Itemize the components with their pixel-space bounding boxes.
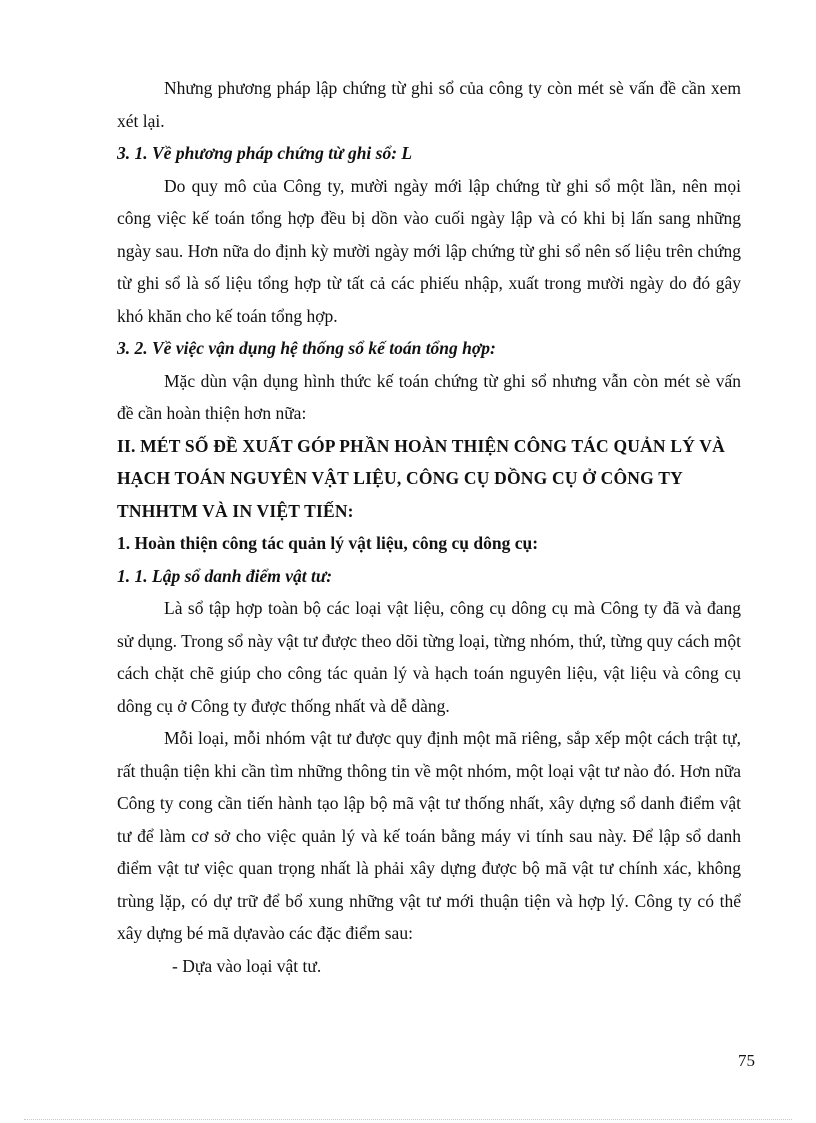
paragraph-1-1-b: Mỗi loại, mỗi nhóm vật tư được quy định một mã riêng, sắp xếp một cách trật tự, rất thuận tiện khi cần tìm những thông tin về một nhóm, một loại vật tư nào đó. Hơn nữa Công ty cong cần tiến hành tạo lập bộ mã vật tư thống nhất, xây dựng sổ danh điểm vật tư để làm cơ sở cho việc quản lý và kế toán bằng máy vi tính sau này. Để lập sổ danh điểm vật tư việc quan trọng nhất là phải xây dựng được bộ mã vật tư chính xác, không trùng lặp, có dự trữ để bổ xung những vật tư mới thuận tiện và hợp lý. Công ty có thể xây dựng bé mã dựavào các đặc điểm sau: [117, 728, 741, 943]
paragraph-3-2: Mặc dùn vận dụng hình thức kế toán chứng từ ghi sổ nhưng vẫn còn mét sè vấn đề cần hoàn thiện hơn nữa: [117, 370, 741, 423]
document-body [117, 72, 741, 982]
page-number: 75 [738, 1051, 755, 1070]
section-heading-ii: II. MÉT SỐ ĐỀ XUẤT GÓP PHẦN HOÀN THIỆN CÔNG TÁC QUẢN LÝ VÀ HẠCH TOÁN NGUYÊN VẬT LIỆU, CÔNG CỤ DỒNG CỤ Ở CÔNG TY TNHHTM VÀ IN VIỆT TIẾN: [117, 435, 725, 521]
heading-3-1: 3. 1. Về phương pháp chứng từ ghi sổ: L [117, 143, 413, 163]
bottom-divider [24, 1119, 792, 1120]
paragraph-intro: Nhưng phương pháp lập chứng từ ghi sổ của công ty còn mét sè vấn đề cần xem xét lại. [117, 78, 741, 131]
bullet-item: - Dựa vào loại vật tư. [172, 955, 322, 976]
heading-3-2: 3. 2. Về việc vận dụng hệ thống sổ kế toán tổng hợp: [117, 338, 496, 358]
heading-1: 1. Hoàn thiện công tác quản lý vật liệu, công cụ dông cụ: [117, 533, 539, 553]
heading-1-1: 1. 1. Lập sổ danh điểm vật tư: [117, 565, 333, 586]
paragraph-1-1-a: Là sổ tập hợp toàn bộ các loại vật liệu, công cụ dông cụ mà Công ty đã và đang sử dụng. Trong sổ này vật tư được theo dõi từng loại, từng nhóm, thứ, từng quy cách một cách chặt chẽ giúp cho công tác quản lý và hạch toán nguyên liệu, vật liệu và công cụ dông cụ ở Công ty được thống nhất và dễ dàng. [117, 598, 741, 716]
paragraph-3-1: Do quy mô của Công ty, mười ngày mới lập chứng từ ghi sổ một lần, nên mọi công việc kế toán tổng hợp đều bị dồn vào cuối ngày lập và có khi bị lấn sang những ngày sau. Hơn nữa do định kỳ mười ngày mới lập chứng từ ghi sổ nên số liệu trên chứng từ ghi sổ là số liệu tổng hợp từ tất cả các phiếu nhập, xuất trong mười ngày do đó gây khó khăn cho kế toán tổng hợp. [117, 175, 741, 326]
